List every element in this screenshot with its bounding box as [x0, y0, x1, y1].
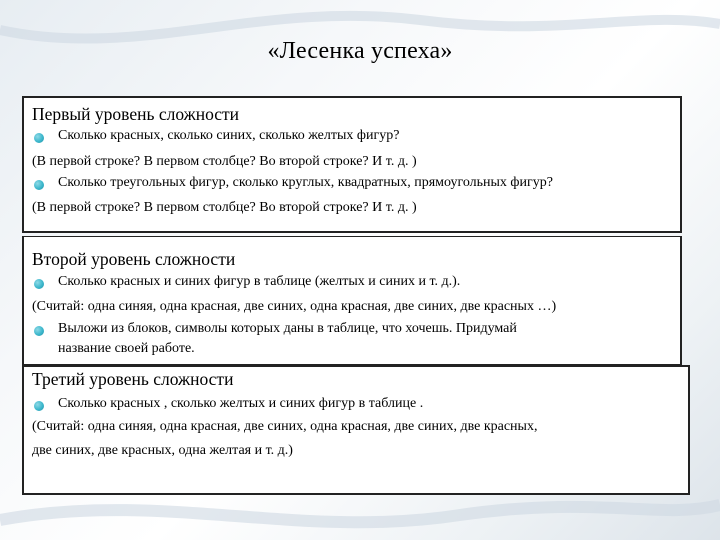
level-1-line-2: (В первой строке? В первом столбце? Во второй строке? И т. д. ) [32, 200, 417, 215]
level-1-bullet-1: Сколько красных, сколько синих, сколько желтых фигур? [58, 128, 400, 143]
level-2-panel [22, 236, 682, 366]
level-2-line-1: (Считай: одна синяя, одна красная, две синих, одна красная, две синих, две красных …) [32, 299, 557, 314]
level-2-bullet-1: Сколько красных и синих фигур в таблице (желтых и синих и т. д.). [58, 274, 461, 289]
bullet-icon [34, 180, 44, 190]
bullet-icon [34, 401, 44, 411]
level-3-bullet-1: Сколько красных , сколько желтых и синих фигур в таблице . [58, 396, 424, 411]
level-2-bullet-2: Выложи из блоков, символы которых даны в таблице, что хочешь. Придумай [58, 321, 517, 336]
level-3-title: Третий уровень сложности [32, 369, 234, 389]
level-2-bullet-2-cont: название своей работе. [58, 341, 195, 356]
level-2-title: Второй уровень сложности [32, 249, 236, 269]
level-1-panel [22, 96, 682, 233]
bullet-icon [34, 279, 44, 289]
bullet-icon [34, 326, 44, 336]
slide-title: «Лесенка успеха» [267, 38, 453, 64]
level-3-panel [22, 365, 690, 495]
level-1-line-1: (В первой строке? В первом столбце? Во второй строке? И т. д. ) [32, 154, 417, 169]
level-3-line-2: две синих, две красных, одна желтая и т. д.) [32, 443, 293, 458]
bullet-icon [34, 133, 44, 143]
level-1-bullet-2: Сколько треугольных фигур, сколько круглых, квадратных, прямоугольных фигур? [58, 175, 553, 190]
level-1-title: Первый уровень сложности [32, 104, 240, 124]
level-3-line-1: (Считай: одна синяя, одна красная, две синих, одна красная, две синих, две красных, [32, 419, 538, 434]
